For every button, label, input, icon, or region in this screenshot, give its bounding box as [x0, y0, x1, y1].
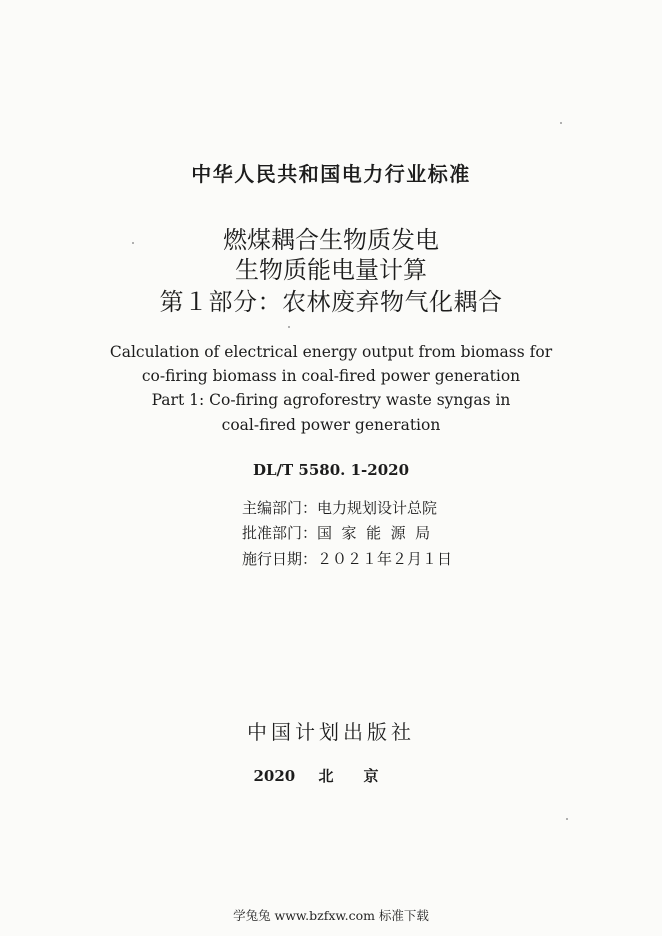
title-cn-line-1: 燃煤耦合生物质发电 [223, 226, 439, 254]
scan-speck [560, 122, 562, 124]
title-en-line-1: Calculation of electrical energy output from biomass for [109, 343, 553, 361]
standard-series-heading: 中华人民共和国电力行业标准 [191, 162, 471, 186]
info-approval-department: 批准部门：国 家 能 源 局 [242, 524, 431, 542]
scan-speck [566, 818, 568, 820]
info-editor-department: 主编部门：电力规划设计总院 [242, 499, 438, 517]
publication-year: 2020 [253, 767, 296, 785]
title-en-line-3: Part 1: Co-firing agroforestry waste syngas in [151, 391, 511, 409]
publication-city: 北京 [318, 767, 409, 785]
watermark-text: 学兔兔 www.bzfxw.com 标准下载 [233, 908, 429, 923]
publisher-name: 中国计划出版社 [247, 720, 415, 744]
publication-line [0, 765, 662, 786]
title-en-line-4: coal-fired power generation [221, 416, 441, 434]
title-en-line-2: co-firing biomass in coal-fired power generation [141, 367, 521, 385]
scan-speck [132, 242, 134, 244]
title-cn-line-2: 生物质能电量计算 [235, 256, 427, 284]
standard-code: DL/T 5580. 1-2020 [252, 461, 410, 479]
title-cn-line-3: 第１部分：农林废弃物气化耦合 [159, 288, 503, 316]
info-effective-date: 施行日期：２０２１年２月１日 [242, 550, 453, 568]
scan-speck [288, 326, 290, 328]
